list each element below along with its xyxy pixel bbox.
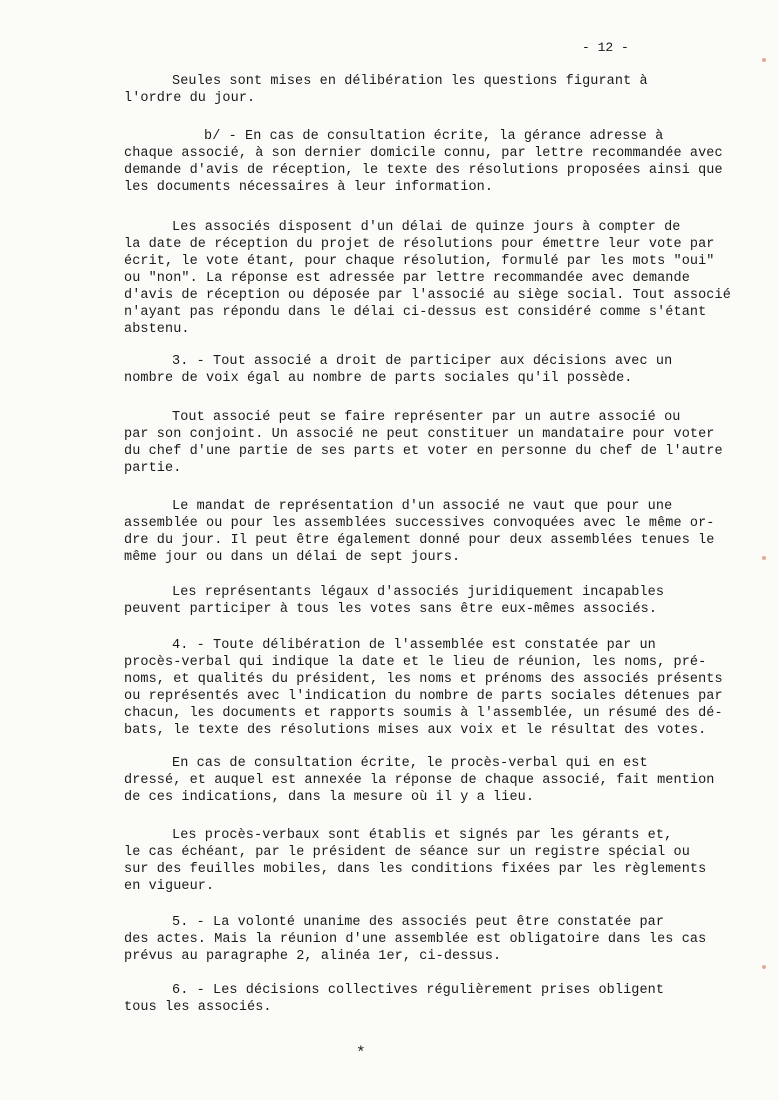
text-line: demande d'avis de réception, le texte des résolutions proposées ainsi que — [124, 163, 723, 178]
text-line: d'avis de réception ou déposée par l'associé au siège social. Tout associé — [124, 288, 731, 303]
text-line: sur des feuilles mobiles, dans les conditions fixées par les règlements — [124, 862, 707, 877]
text-line: Les associés disposent d'un délai de quinze jours à compter de — [172, 220, 681, 235]
text-line: Le mandat de représentation d'un associé ne vaut que pour une — [172, 499, 673, 514]
text-line: partie. — [124, 461, 182, 476]
text-line: Seules sont mises en délibération les questions figurant à — [172, 74, 648, 89]
margin-mark — [762, 965, 766, 969]
text-line: b/ - En cas de consultation écrite, la gérance adresse à — [204, 129, 664, 144]
text-line: même jour ou dans un délai de sept jours. — [124, 550, 461, 565]
text-line: chacun, les documents et rapports soumis à l'assemblée, un résumé des dé- — [124, 706, 723, 721]
text-line: noms, et qualités du président, les noms et prénoms des associés présents — [124, 672, 723, 687]
text-line: nombre de voix égal au nombre de parts sociales qu'il possède. — [124, 371, 633, 386]
text-line: en vigueur. — [124, 879, 215, 894]
text-line: le cas échéant, par le président de séance sur un registre spécial ou — [124, 845, 690, 860]
text-line: 5. - La volonté unanime des associés peut être constatée par — [172, 915, 665, 930]
text-line: procès-verbal qui indique la date et le lieu de réunion, les noms, pré- — [124, 655, 707, 670]
text-line: écrit, le vote étant, pour chaque résolution, formulé par les mots "oui" — [124, 254, 715, 269]
text-line: la date de réception du projet de résolutions pour émettre leur vote par — [124, 237, 715, 252]
text-line: dre du jour. Il peut être également donné pour deux assemblées tenues le — [124, 533, 715, 548]
text-line: 3. - Tout associé a droit de participer aux décisions avec un — [172, 354, 673, 369]
margin-mark — [762, 556, 766, 560]
text-line: du chef d'une partie de ses parts et voter en personne du chef de l'autre — [124, 444, 723, 459]
text-line: Les procès-verbaux sont établis et signés par les gérants et, — [172, 828, 673, 843]
text-line: prévus au paragraphe 2, alinéa 1er, ci-dessus. — [124, 949, 502, 964]
text-line: ou représentés avec l'indication du nombre de parts sociales détenues par — [124, 689, 723, 704]
text-line: ou "non". La réponse est adressée par lettre recommandée avec demande — [124, 271, 690, 286]
text-line: dressé, et auquel est annexée la réponse de chaque associé, fait mention — [124, 773, 715, 788]
text-line: abstenu. — [124, 322, 190, 337]
text-line: par son conjoint. Un associé ne peut constituer un mandataire pour voter — [124, 427, 715, 442]
text-line: 4. - Toute délibération de l'assemblée est constatée par un — [172, 638, 656, 653]
end-mark: * — [356, 1044, 366, 1062]
margin-mark — [762, 58, 766, 62]
text-line: peuvent participer à tous les votes sans être eux-mêmes associés. — [124, 602, 658, 617]
text-line: n'ayant pas répondu dans le délai ci-dessus est considéré comme s'étant — [124, 305, 707, 320]
text-line: des actes. Mais la réunion d'une assemblée est obligatoire dans les cas — [124, 932, 707, 947]
text-line: Les représentants légaux d'associés juridiquement incapables — [172, 585, 665, 600]
text-line: les documents nécessaires à leur information. — [124, 180, 494, 195]
text-line: bats, le texte des résolutions mises aux voix et le résultat des votes. — [124, 723, 707, 738]
text-line: 6. - Les décisions collectives régulièrement prises obligent — [172, 983, 665, 998]
text-line: de ces indications, dans la mesure où il y a lieu. — [124, 790, 535, 805]
text-line: assemblée ou pour les assemblées successives convoquées avec le même or- — [124, 516, 715, 531]
page-number: - 12 - — [582, 40, 629, 55]
text-line: l'ordre du jour. — [124, 91, 256, 106]
text-line: Tout associé peut se faire représenter par un autre associé ou — [172, 410, 681, 425]
text-line: En cas de consultation écrite, le procès-verbal qui en est — [172, 756, 648, 771]
text-line: chaque associé, à son dernier domicile connu, par lettre recommandée avec — [124, 146, 723, 161]
text-line: tous les associés. — [124, 1000, 272, 1015]
